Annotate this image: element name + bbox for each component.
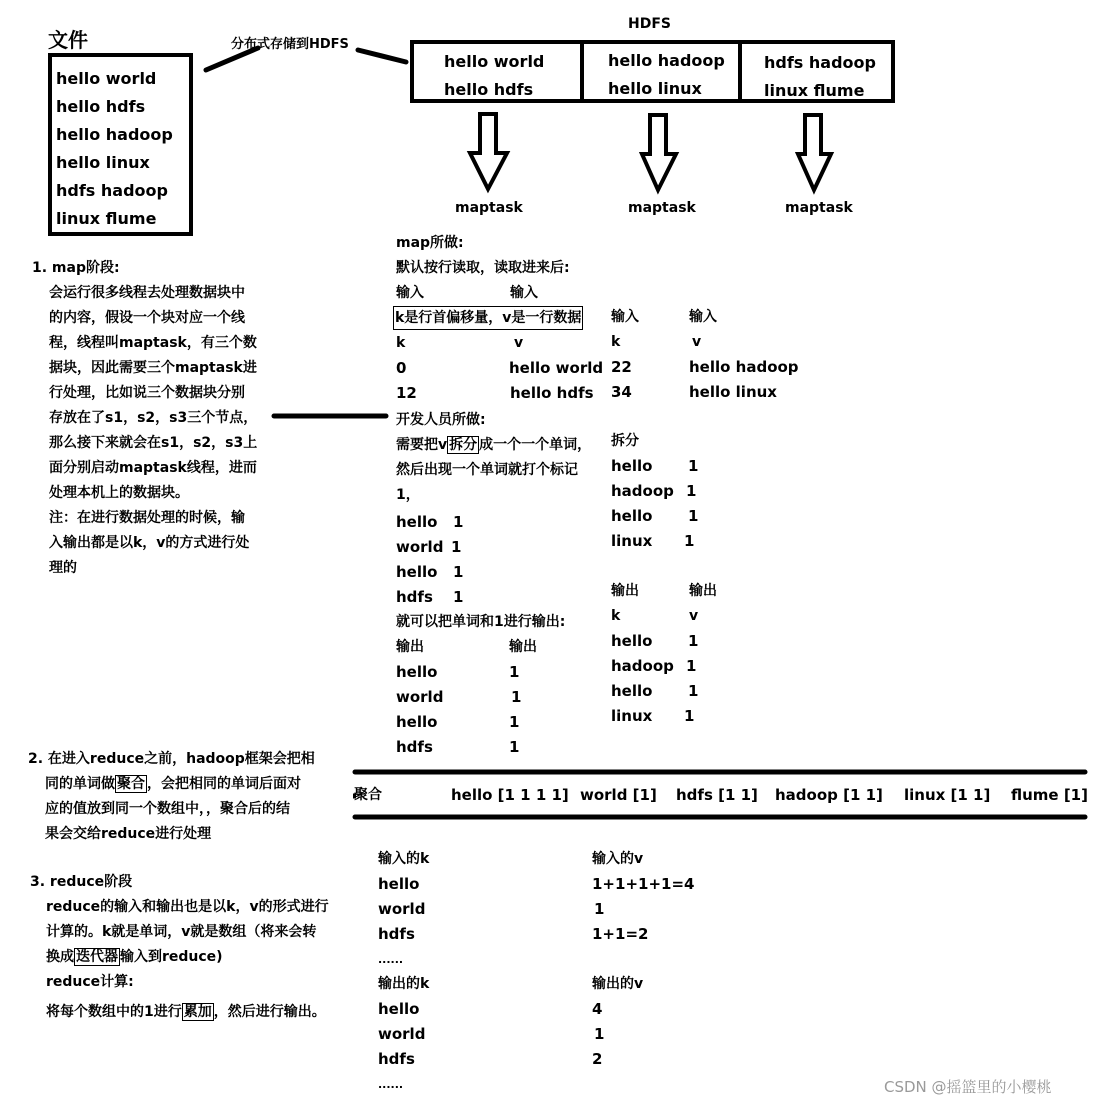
output-word: world bbox=[396, 688, 444, 706]
reduce-input-v: 1+1+1+1=4 bbox=[592, 875, 695, 893]
output-word: hello bbox=[611, 682, 653, 700]
hdfs-block-2 bbox=[584, 44, 742, 99]
split-word: hello bbox=[396, 513, 438, 531]
map-row-v: hello hadoop bbox=[689, 358, 799, 376]
map-row-v: hello world bbox=[509, 359, 604, 377]
developer-desc-line1 bbox=[396, 433, 591, 458]
reduce-input-header-v: 输入的v bbox=[592, 851, 644, 867]
right-kv-header-v: v bbox=[692, 334, 702, 350]
step1-line: 会运行很多线程去处理数据块中 bbox=[49, 285, 245, 301]
right-input-header-v: 输入 bbox=[689, 309, 717, 325]
hdfs-block-line: hello world bbox=[444, 52, 545, 71]
iterator-keyword-boxed: 迭代器 bbox=[76, 949, 118, 965]
reduce-output-header-v: 输出的v bbox=[592, 976, 644, 992]
kv-header-k: k bbox=[396, 335, 406, 351]
reduce-output-v: 2 bbox=[592, 1050, 603, 1068]
connector-label-to-hdfs bbox=[358, 50, 406, 62]
input-header-v: 输入 bbox=[510, 285, 538, 301]
map-row-k: 22 bbox=[611, 358, 632, 376]
hdfs-block-line: linux flume bbox=[764, 81, 865, 100]
reduce-output-k: hello bbox=[378, 1000, 420, 1018]
map-work-heading: map所做: bbox=[396, 235, 464, 251]
file-line: hello linux bbox=[56, 153, 150, 172]
step3-text: 输入到reduce) bbox=[120, 949, 223, 965]
split-count: 1 bbox=[453, 588, 464, 606]
map-row-k: 0 bbox=[396, 359, 407, 377]
split-word: hadoop bbox=[611, 482, 674, 500]
hdfs-block-3 bbox=[742, 44, 891, 99]
right-output-header-k: 输出 bbox=[611, 583, 639, 599]
step1-line: 面分别启动maptask线程，进而 bbox=[49, 460, 257, 476]
step1-line: 程，线程叫maptask，有三个数 bbox=[49, 335, 257, 351]
map-row-v: hello hdfs bbox=[510, 384, 594, 402]
output-word: hadoop bbox=[611, 657, 674, 675]
connector-label: 分布式存储到HDFS bbox=[231, 37, 349, 52]
aggregation-item: world [1] bbox=[580, 786, 657, 804]
split-word: world bbox=[396, 538, 444, 556]
reduce-output-header-k: 输出的k bbox=[378, 976, 430, 992]
right-output-kv-v: v bbox=[689, 608, 699, 624]
split-count: 1 bbox=[453, 513, 464, 531]
hdfs-block-line: hello hdfs bbox=[444, 80, 534, 99]
step3-text: 将每个数组中的1进行 bbox=[46, 1004, 182, 1020]
step1-line: 注：在进行数据处理的时候，输 bbox=[49, 510, 245, 526]
step3-line2: 计算的。k就是单词，v就是数组（将来会转 bbox=[46, 924, 317, 940]
map-row-v: hello linux bbox=[689, 383, 777, 401]
output-word: hello bbox=[396, 713, 438, 731]
reduce-calc-heading: reduce计算: bbox=[46, 974, 134, 990]
maptask-label-1: maptask bbox=[455, 200, 523, 216]
output-count: 1 bbox=[511, 688, 522, 706]
step3-line1: reduce的输入和输出也是以k，v的形式进行 bbox=[46, 899, 329, 915]
hdfs-block-line: hello linux bbox=[608, 79, 702, 98]
right-output-header-v: 输出 bbox=[689, 583, 717, 599]
reduce-input-ellipsis: ...... bbox=[378, 953, 404, 966]
input-header-k: 输入 bbox=[396, 285, 424, 301]
split-count: 1 bbox=[451, 538, 462, 556]
step1-line: 入输出都是以k，v的方式进行处 bbox=[49, 535, 250, 551]
hdfs-block-1 bbox=[414, 44, 584, 99]
file-line: linux flume bbox=[56, 209, 157, 228]
step2-line2 bbox=[45, 772, 301, 797]
kv-note: k是行首偏移量，v是一行数据 bbox=[393, 306, 583, 330]
hdfs-block-line: hello hadoop bbox=[608, 51, 725, 70]
reduce-input-v: 1+1=2 bbox=[592, 925, 649, 943]
aggregate-keyword-boxed: 聚合 bbox=[117, 776, 145, 792]
watermark: CSDN @摇篮里的小樱桃 bbox=[884, 1078, 1052, 1096]
split-label: 拆分 bbox=[611, 433, 639, 449]
step2-text: ，会把相同的单词后面对 bbox=[147, 776, 301, 792]
split-word: linux bbox=[611, 532, 653, 550]
output-desc: 就可以把单词和1进行输出: bbox=[396, 614, 566, 630]
maptask-label-2: maptask bbox=[628, 200, 696, 216]
split-count: 1 bbox=[686, 482, 697, 500]
developer-work-heading: 开发人员所做: bbox=[396, 412, 486, 428]
developer-desc-line3: 1， bbox=[396, 487, 420, 503]
split-count: 1 bbox=[453, 563, 464, 581]
hdfs-box bbox=[410, 40, 895, 103]
split-count: 1 bbox=[688, 457, 699, 475]
map-row-k: 34 bbox=[611, 383, 632, 401]
output-count: 1 bbox=[684, 707, 695, 725]
output-count: 1 bbox=[688, 632, 699, 650]
kv-header-v: v bbox=[514, 335, 524, 351]
step3-text: 换成 bbox=[46, 949, 74, 965]
split-count: 1 bbox=[688, 507, 699, 525]
split-count: 1 bbox=[684, 532, 695, 550]
split-word: hello bbox=[611, 507, 653, 525]
aggregation-item: hdfs [1 1] bbox=[676, 786, 758, 804]
hdfs-block-line: hdfs hadoop bbox=[764, 53, 876, 72]
output-word: hello bbox=[611, 632, 653, 650]
maptask-label-3: maptask bbox=[785, 200, 853, 216]
developer-desc-text: 需要把v bbox=[396, 437, 448, 453]
output-count: 1 bbox=[688, 682, 699, 700]
file-box bbox=[48, 53, 193, 236]
step1-line: 据块，因此需要三个maptask进 bbox=[49, 360, 257, 376]
aggregation-item: hadoop [1 1] bbox=[775, 786, 883, 804]
output-count: 1 bbox=[509, 738, 520, 756]
reduce-input-k: hdfs bbox=[378, 925, 415, 943]
step1-heading: 1. map阶段: bbox=[32, 260, 120, 276]
step3-line3 bbox=[46, 945, 223, 970]
output-word: linux bbox=[611, 707, 653, 725]
step2-line1: 2. 在进入reduce之前，hadoop框架会把相 bbox=[28, 751, 315, 767]
down-arrow-icon bbox=[642, 115, 676, 190]
output-count: 1 bbox=[686, 657, 697, 675]
reduce-input-v: 1 bbox=[594, 900, 605, 918]
reduce-input-header-k: 输入的k bbox=[378, 851, 430, 867]
aggregation-item: hello [1 1 1 1] bbox=[451, 786, 569, 804]
split-word: hello bbox=[611, 457, 653, 475]
step2-line4: 果会交给reduce进行处理 bbox=[45, 826, 212, 842]
reduce-output-ellipsis: ...... bbox=[378, 1078, 404, 1091]
right-input-header-k: 输入 bbox=[611, 309, 639, 325]
down-arrow-icon bbox=[470, 114, 507, 189]
file-line: hello world bbox=[56, 69, 157, 88]
map-row-k: 12 bbox=[396, 384, 417, 402]
accumulate-keyword-boxed: 累加 bbox=[183, 1004, 212, 1020]
developer-desc-text: 成一个一个单词， bbox=[479, 437, 592, 453]
step2-line3: 应的值放到同一个数组中，，聚合后的结 bbox=[45, 801, 290, 817]
aggregation-label: 聚合 bbox=[354, 787, 382, 803]
reduce-input-k: world bbox=[378, 900, 426, 918]
reduce-input-k: hello bbox=[378, 875, 420, 893]
output-header-v: 输出 bbox=[509, 639, 537, 655]
reduce-output-k: hdfs bbox=[378, 1050, 415, 1068]
reduce-calc-line bbox=[46, 1000, 326, 1025]
right-kv-header-k: k bbox=[611, 334, 621, 350]
output-word: hello bbox=[396, 663, 438, 681]
split-keyword-boxed: 拆分 bbox=[449, 437, 478, 453]
map-read-desc: 默认按行读取，读取进来后: bbox=[396, 260, 570, 276]
output-header-k: 输出 bbox=[396, 639, 424, 655]
step1-line: 存放在了s1，s2，s3三个节点， bbox=[49, 410, 258, 426]
output-count: 1 bbox=[509, 663, 520, 681]
hdfs-title: HDFS bbox=[628, 16, 671, 32]
reduce-output-v: 1 bbox=[594, 1025, 605, 1043]
aggregation-item: flume [1] bbox=[1011, 786, 1088, 804]
step2-text: 同的单词做 bbox=[45, 776, 115, 792]
step3-heading: 3. reduce阶段 bbox=[30, 874, 133, 890]
output-word: hdfs bbox=[396, 738, 433, 756]
step3-text: ，然后进行输出。 bbox=[213, 1004, 326, 1020]
step1-line: 的内容，假设一个块对应一个线 bbox=[49, 310, 245, 326]
split-word: hdfs bbox=[396, 588, 433, 606]
file-line: hello hadoop bbox=[56, 125, 173, 144]
output-count: 1 bbox=[509, 713, 520, 731]
step1-line: 那么接下来就会在s1，s2，s3上 bbox=[49, 435, 258, 451]
reduce-output-v: 4 bbox=[592, 1000, 603, 1018]
file-line: hello hdfs bbox=[56, 97, 146, 116]
step1-line: 行处理，比如说三个数据块分别 bbox=[49, 385, 245, 401]
reduce-output-k: world bbox=[378, 1025, 426, 1043]
step1-line: 理的 bbox=[49, 560, 77, 576]
down-arrow-icon bbox=[798, 115, 831, 190]
developer-desc-line2: 然后出现一个单词就打个标记 bbox=[396, 462, 578, 478]
right-output-kv-k: k bbox=[611, 608, 621, 624]
split-word: hello bbox=[396, 563, 438, 581]
file-line: hdfs hadoop bbox=[56, 181, 168, 200]
aggregation-item: linux [1 1] bbox=[904, 786, 991, 804]
step1-line: 处理本机上的数据块。 bbox=[49, 485, 189, 501]
file-title: 文件 bbox=[48, 28, 88, 52]
